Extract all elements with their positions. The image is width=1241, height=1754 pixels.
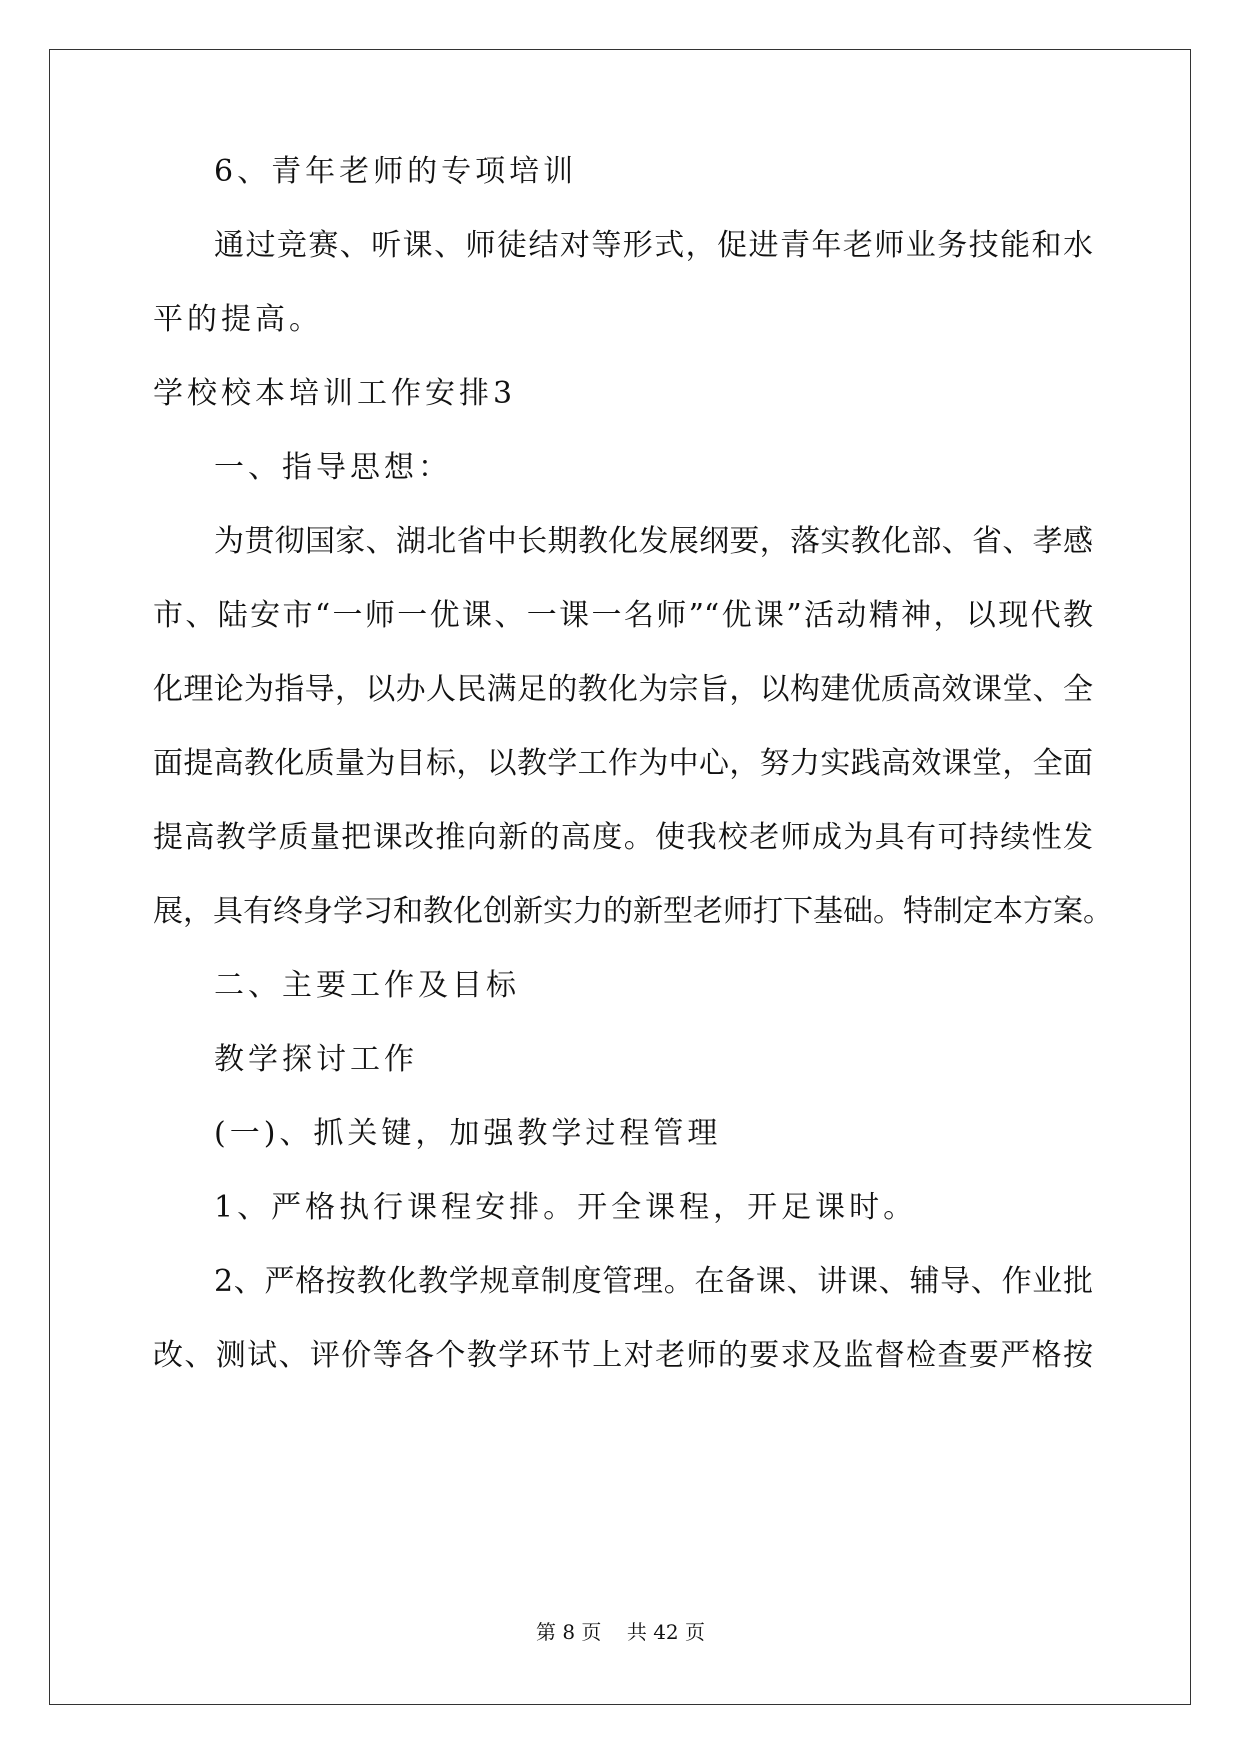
list-item: 2、严格按教化教学规章制度管理。在备课、讲课、辅导、作业批 bbox=[214, 1264, 1093, 1299]
paragraph-line: 市、陆安市“一师一优课、一课一名师”“优课”活动精神，以现代教 bbox=[153, 598, 1093, 633]
paragraph-line: 改、测试、评价等各个教学环节上对老师的要求及监督检查要严格按 bbox=[153, 1338, 1093, 1373]
subheading-guiding-ideology: 一、指导思想： bbox=[214, 450, 452, 485]
subheading-main-work: 二、主要工作及目标 bbox=[214, 968, 520, 1003]
paragraph-line: 面提高教化质量为目标，以教学工作为中心，努力实践高效课堂，全面 bbox=[153, 746, 1093, 781]
list-item: 1、严格执行课程安排。开全课程，开足课时。 bbox=[214, 1190, 918, 1225]
paragraph-line: 为贯彻国家、湖北省中长期教化发展纲要，落实教化部、省、孝感 bbox=[214, 524, 1093, 559]
paragraph-line: 平的提高。 bbox=[153, 302, 323, 337]
page-border bbox=[49, 49, 1191, 1705]
paragraph-line: 通过竞赛、听课、师徒结对等形式，促进青年老师业务技能和水 bbox=[214, 228, 1093, 263]
subheading-teaching-research: 教学探讨工作 bbox=[214, 1042, 418, 1077]
paragraph-line: 展，具有终身学习和教化创新实力的新型老师打下基础。特制定本方案。 bbox=[153, 894, 1113, 929]
page-number: 第 8 页 共 42 页 bbox=[535, 1620, 706, 1644]
heading-youth-teacher-training: 6、青年老师的专项培训 bbox=[214, 154, 578, 189]
paragraph-line: 提高教学质量把课改推向新的高度。使我校老师成为具有可持续性发 bbox=[153, 820, 1093, 855]
subheading-process-management: (一)、抓关键，加强教学过程管理 bbox=[214, 1116, 722, 1151]
section-title: 学校校本培训工作安排3 bbox=[153, 376, 517, 411]
paragraph-line: 化理论为指导，以办人民满足的教化为宗旨，以构建优质高效课堂、全 bbox=[153, 672, 1093, 707]
